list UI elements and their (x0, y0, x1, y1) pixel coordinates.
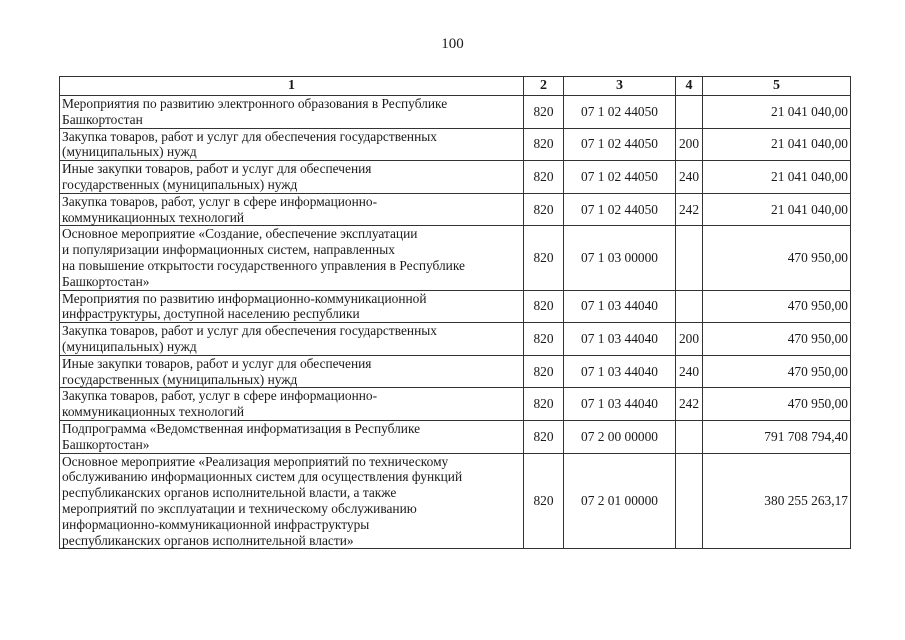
row-name: Иные закупки товаров, работ и услуг для обеспечения государственных (муниципальных) нужд (60, 161, 524, 194)
row-type: 240 (676, 161, 703, 194)
row-amount: 470 950,00 (703, 388, 851, 421)
row-type: 242 (676, 388, 703, 421)
row-amount: 791 708 794,40 (703, 420, 851, 453)
row-type (676, 453, 703, 549)
column-header-ministry: 2 (524, 77, 564, 96)
row-code: 07 1 03 44040 (564, 323, 676, 356)
table-row (60, 388, 851, 421)
row-type (676, 290, 703, 323)
row-type (676, 420, 703, 453)
table-row (60, 355, 851, 388)
row-ministry: 820 (524, 420, 564, 453)
row-ministry: 820 (524, 290, 564, 323)
column-header-amount: 5 (703, 77, 851, 96)
row-name: Закупка товаров, работ и услуг для обеспечения государственных (муниципальных) нужд (60, 128, 524, 161)
row-type: 200 (676, 128, 703, 161)
row-type: 240 (676, 355, 703, 388)
row-name: Основное мероприятие «Реализация мероприятий по техническому обслуживанию информационных систем для осуществления функций республиканских органов исполнительной власти, а также мероприятий по эксплуатации и техническому обслуживанию информационно-коммуникационной инфраструктуры республиканских органов исполнительной власти» (60, 453, 524, 549)
row-name: Иные закупки товаров, работ и услуг для обеспечения государственных (муниципальных) нужд (60, 355, 524, 388)
row-name: Закупка товаров, работ, услуг в сфере информационно- коммуникационных технологий (60, 193, 524, 226)
table-row (60, 226, 851, 290)
budget-table (59, 76, 851, 549)
table-header-row (60, 77, 851, 96)
row-code: 07 2 00 00000 (564, 420, 676, 453)
column-header-name: 1 (60, 77, 524, 96)
row-code: 07 1 03 44040 (564, 388, 676, 421)
table-row (60, 96, 851, 129)
row-name: Мероприятия по развитию электронного образования в Республике Башкортостан (60, 96, 524, 129)
row-name: Основное мероприятие «Создание, обеспечение эксплуатации и популяризации информационных систем, направленных на повышение открытости государственного управления в Республике Башкортостан» (60, 226, 524, 290)
row-amount: 470 950,00 (703, 355, 851, 388)
row-ministry: 820 (524, 355, 564, 388)
row-ministry: 820 (524, 453, 564, 549)
row-type: 200 (676, 323, 703, 356)
row-code: 07 1 02 44050 (564, 128, 676, 161)
row-amount: 21 041 040,00 (703, 128, 851, 161)
row-ministry: 820 (524, 161, 564, 194)
page-number: 100 (441, 36, 464, 52)
row-amount: 21 041 040,00 (703, 193, 851, 226)
row-code: 07 2 01 00000 (564, 453, 676, 549)
column-header-type: 4 (676, 77, 703, 96)
row-code: 07 1 02 44050 (564, 193, 676, 226)
row-amount: 21 041 040,00 (703, 161, 851, 194)
row-code: 07 1 03 00000 (564, 226, 676, 290)
row-code: 07 1 03 44040 (564, 355, 676, 388)
row-name: Подпрограмма «Ведомственная информатизация в Республике Башкортостан» (60, 420, 524, 453)
row-amount: 470 950,00 (703, 226, 851, 290)
column-header-code: 3 (564, 77, 676, 96)
table-row (60, 128, 851, 161)
row-ministry: 820 (524, 388, 564, 421)
table-row (60, 453, 851, 549)
row-ministry: 820 (524, 193, 564, 226)
row-ministry: 820 (524, 226, 564, 290)
row-type: 242 (676, 193, 703, 226)
table-row (60, 420, 851, 453)
table-row (60, 193, 851, 226)
row-code: 07 1 02 44050 (564, 96, 676, 129)
table-row (60, 290, 851, 323)
row-amount: 470 950,00 (703, 290, 851, 323)
row-name: Мероприятия по развитию информационно-коммуникационной инфраструктуры, доступной населению республики (60, 290, 524, 323)
row-amount: 470 950,00 (703, 323, 851, 356)
row-ministry: 820 (524, 96, 564, 129)
table-row (60, 161, 851, 194)
row-code: 07 1 03 44040 (564, 290, 676, 323)
row-type (676, 96, 703, 129)
row-ministry: 820 (524, 323, 564, 356)
row-amount: 380 255 263,17 (703, 453, 851, 549)
row-name: Закупка товаров, работ и услуг для обеспечения государственных (муниципальных) нужд (60, 323, 524, 356)
row-ministry: 820 (524, 128, 564, 161)
row-name: Закупка товаров, работ, услуг в сфере информационно- коммуникационных технологий (60, 388, 524, 421)
row-code: 07 1 02 44050 (564, 161, 676, 194)
row-amount: 21 041 040,00 (703, 96, 851, 129)
row-type (676, 226, 703, 290)
table-row (60, 323, 851, 356)
